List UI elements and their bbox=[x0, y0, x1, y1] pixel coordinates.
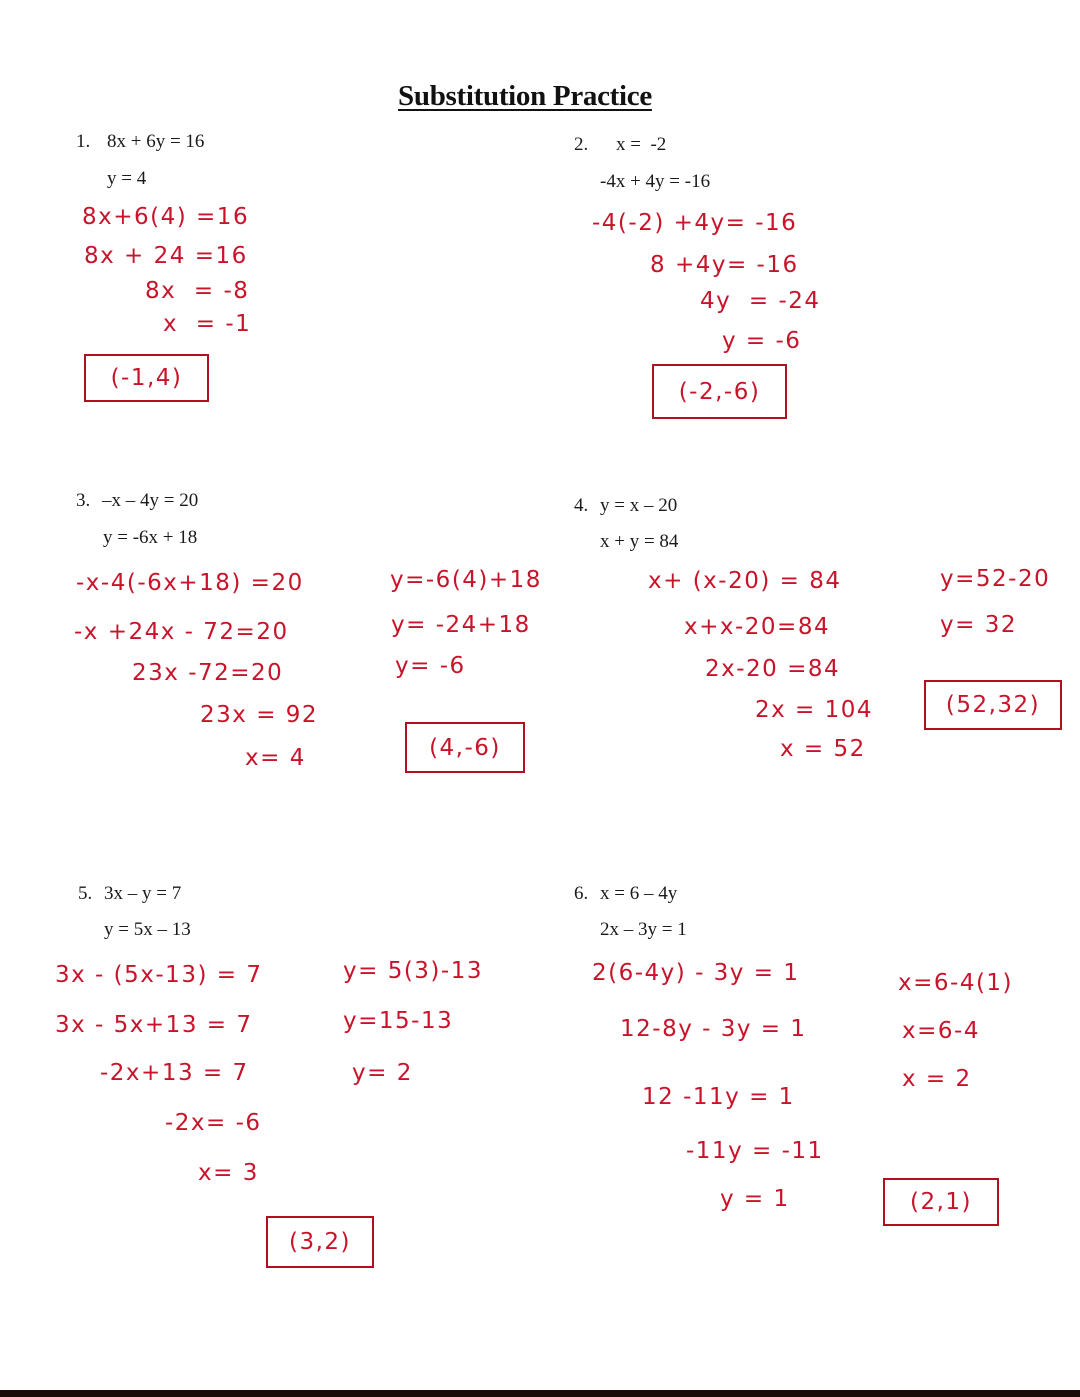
back-substitution-step: y= 5(3)-13 bbox=[343, 958, 483, 984]
work-step: -11y = -11 bbox=[686, 1138, 824, 1164]
back-substitution-step: x = 2 bbox=[902, 1066, 972, 1092]
work-step: 2x-20 =84 bbox=[705, 656, 841, 682]
problem-number: 1. bbox=[76, 131, 91, 152]
work-step: 8 +4y= -16 bbox=[650, 252, 799, 278]
work-step: -4(-2) +4y= -16 bbox=[592, 210, 798, 236]
work-step: x+x-20=84 bbox=[684, 614, 831, 640]
answer-box: (-1,4) bbox=[84, 354, 209, 402]
equation-2: y = 5x – 13 bbox=[104, 919, 191, 940]
work-step: x= 3 bbox=[198, 1160, 259, 1186]
work-step: 2x = 104 bbox=[755, 697, 874, 723]
work-step: 3x - (5x-13) = 7 bbox=[55, 962, 263, 988]
work-step: 12 -11y = 1 bbox=[642, 1084, 795, 1110]
work-step: -2x= -6 bbox=[165, 1110, 262, 1136]
work-step: 8x = -8 bbox=[145, 278, 250, 304]
work-step: -x +24x - 72=20 bbox=[74, 619, 289, 645]
equation-2: x + y = 84 bbox=[600, 531, 679, 552]
equation-1: –x – 4y = 20 bbox=[102, 490, 199, 511]
problem-number: 5. bbox=[78, 883, 93, 904]
equation-2: y = 4 bbox=[107, 168, 147, 189]
page-bottom-edge bbox=[0, 1390, 1080, 1397]
equation-2: 2x – 3y = 1 bbox=[600, 919, 687, 940]
back-substitution-step: y=15-13 bbox=[343, 1008, 454, 1034]
work-step: x+ (x-20) = 84 bbox=[648, 568, 842, 594]
problem-number: 2. bbox=[574, 134, 589, 155]
problem-number: 3. bbox=[76, 490, 91, 511]
back-substitution-step: y=-6(4)+18 bbox=[390, 567, 542, 593]
back-substitution-step: x=6-4 bbox=[902, 1018, 980, 1044]
work-step: 4y = -24 bbox=[700, 288, 821, 314]
work-step: 3x - 5x+13 = 7 bbox=[55, 1012, 253, 1038]
work-step: 8x+6(4) =16 bbox=[82, 204, 250, 230]
back-substitution-step: y= 32 bbox=[940, 612, 1017, 638]
work-step: 2(6-4y) - 3y = 1 bbox=[592, 960, 800, 986]
work-step: x = 52 bbox=[780, 736, 866, 762]
problem-number: 4. bbox=[574, 495, 589, 516]
work-step: 23x = 92 bbox=[200, 702, 319, 728]
answer-box: (-2,-6) bbox=[652, 364, 787, 419]
work-step: -2x+13 = 7 bbox=[100, 1060, 249, 1086]
problem-number: 6. bbox=[574, 883, 589, 904]
equation-2: y = -6x + 18 bbox=[103, 527, 198, 548]
work-step: x= 4 bbox=[245, 745, 306, 771]
work-step: -x-4(-6x+18) =20 bbox=[76, 570, 304, 596]
equation-1: 8x + 6y = 16 bbox=[107, 131, 205, 152]
back-substitution-step: y= 2 bbox=[352, 1060, 413, 1086]
work-step: 12-8y - 3y = 1 bbox=[620, 1016, 807, 1042]
back-substitution-step: y= -24+18 bbox=[391, 612, 531, 638]
page-title: Substitution Practice bbox=[398, 80, 652, 112]
answer-box: (52,32) bbox=[924, 680, 1062, 730]
equation-1: x = 6 – 4y bbox=[600, 883, 678, 904]
work-step: y = 1 bbox=[720, 1186, 790, 1212]
equation-1: x = -2 bbox=[616, 134, 667, 155]
work-step: y = -6 bbox=[722, 328, 802, 354]
back-substitution-step: y= -6 bbox=[395, 653, 466, 679]
work-step: 23x -72=20 bbox=[132, 660, 284, 686]
answer-box: (4,-6) bbox=[405, 722, 525, 773]
answer-box: (2,1) bbox=[883, 1178, 999, 1226]
work-step: x = -1 bbox=[163, 311, 252, 337]
back-substitution-step: y=52-20 bbox=[940, 566, 1051, 592]
equation-1: 3x – y = 7 bbox=[104, 883, 182, 904]
work-step: 8x + 24 =16 bbox=[84, 243, 248, 269]
answer-box: (3,2) bbox=[266, 1216, 374, 1268]
back-substitution-step: x=6-4(1) bbox=[898, 970, 1014, 996]
equation-1: y = x – 20 bbox=[600, 495, 678, 516]
equation-2: -4x + 4y = -16 bbox=[600, 171, 711, 192]
